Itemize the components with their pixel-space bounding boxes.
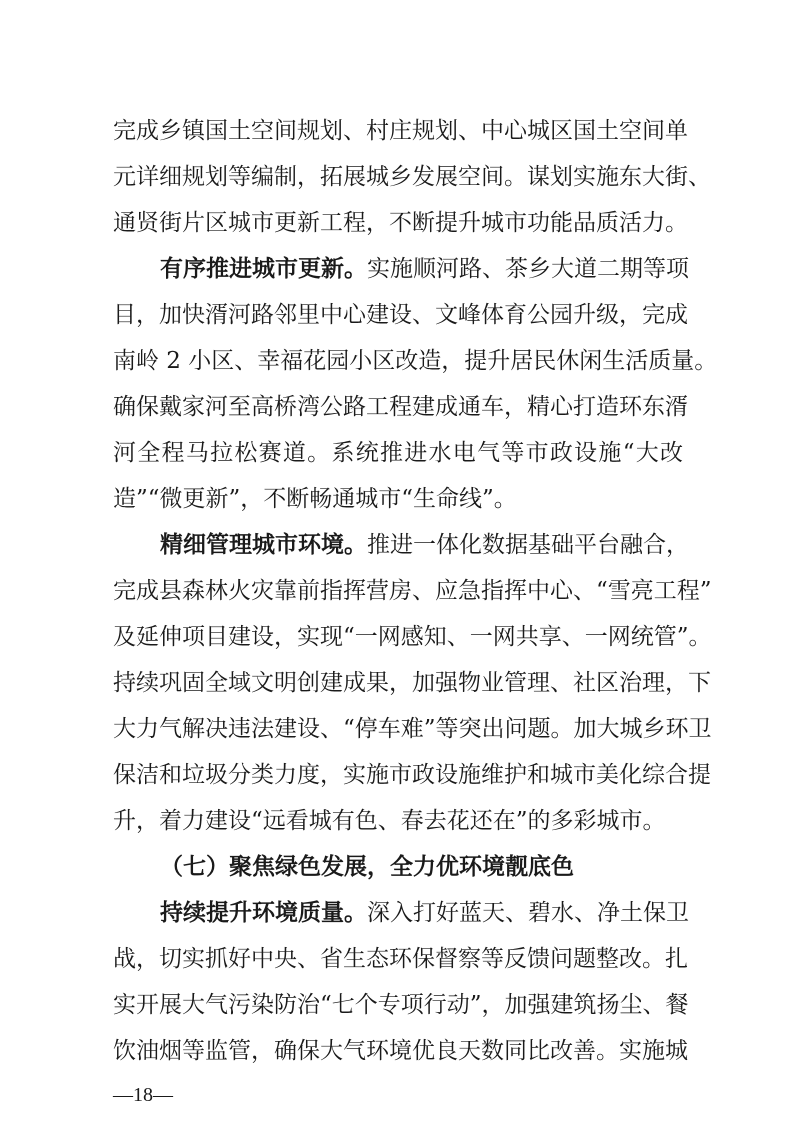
paragraph-first-line [160, 254, 689, 284]
paragraph-heading: 精细管理城市环境。 [160, 531, 367, 558]
body-text-line: 造”“微更新”，不断畅通城市“生命线”。 [113, 486, 517, 512]
body-text: 推进一体化数据基础平台融合， [367, 532, 689, 558]
paragraph-heading: 持续提升环境质量。 [160, 899, 367, 926]
body-text-line: 目，加快湑河路邻里中心建设、文峰体育公园升级，完成 [113, 302, 688, 328]
body-text: 实施顺河路、茶乡大道二期等项 [367, 256, 689, 282]
body-text-line: 元详细规划等编制，拓展城乡发展空间。谋划实施东大街、 [113, 164, 711, 190]
body-text-line: 确保戴家河至高桥湾公路工程建成通车，精心打造环东湑 [113, 394, 688, 420]
body-text: 深入打好蓝天、碧水、净土保卫 [367, 900, 689, 926]
body-text-line: 完成乡镇国土空间规划、村庄规划、中心城区国土空间单 [113, 118, 688, 144]
body-text-line: 饮油烟等监管，确保大气环境优良天数同比改善。实施城 [113, 1038, 688, 1064]
paragraph-first-line [160, 898, 689, 928]
body-text-line: 持续巩固全域文明创建成果，加强物业管理、社区治理，下 [113, 670, 711, 696]
paragraph-first-line [160, 530, 689, 560]
body-text-line: 实开展大气污染防治“七个专项行动”，加强建筑扬尘、餐 [113, 992, 689, 1018]
section-heading: （七）聚焦绿色发展，全力优环境靓底色 [160, 853, 574, 880]
page-number: —18— [113, 1084, 173, 1106]
body-text-line: 保洁和垃圾分类力度，实施市政设施维护和城市美化综合提 [113, 762, 711, 788]
paragraph-heading: 有序推进城市更新。 [160, 255, 367, 282]
body-text-line: 大力气解决违法建设、“停车难”等突出问题。加大城乡环卫 [113, 716, 712, 742]
body-text-line: 河全程马拉松赛道。系统推进水电气等市政设施“大改 [113, 440, 683, 466]
body-text-line: 完成县森林火灾靠前指挥营房、应急指挥中心、“雪亮工程” [113, 578, 712, 604]
body-text-line: 战，切实抓好中央、省生态环保督察等反馈问题整改。扎 [113, 946, 688, 972]
body-text-line: 升，着力建设“远看城有色、春去花还在”的多彩城市。 [113, 808, 666, 834]
body-text-line: 通贤街片区城市更新工程，不断提升城市功能品质活力。 [113, 210, 688, 236]
body-text-line: 南岭 2 小区、幸福花园小区改造，提升居民休闲生活质量。 [113, 348, 718, 374]
body-text-line: 及延伸项目建设，实现“一网感知、一网共享、一网统管”。 [113, 624, 712, 650]
